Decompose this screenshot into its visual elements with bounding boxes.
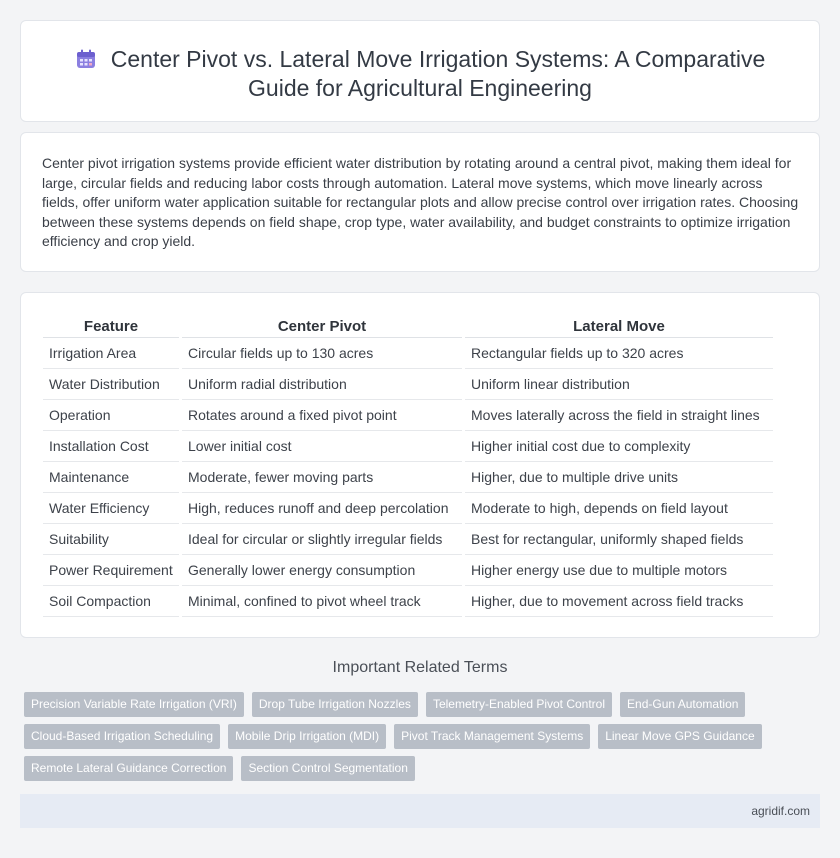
cell-center-pivot: Ideal for circular or slightly irregular fields: [182, 524, 462, 555]
intro-paragraph: Center pivot irrigation systems provide efficient water distribution by rotating around a central pivot, making them ideal for large, circular fields and reducing labor costs through automation. Lateral move systems, which move linearly across fields, offer uniform water application suitable for rectangular plots and allow precise control over irrigation rates. Choosing between these systems depends on field shape, crop type, water availability, and budget constraints to optimize irrigation efficiency and crop yield.: [42, 155, 799, 249]
table-row: [43, 555, 773, 586]
cell-lateral-move: Higher, due to multiple drive units: [465, 462, 773, 493]
cell-center-pivot: Circular fields up to 130 acres: [182, 338, 462, 369]
calendar-icon: [75, 48, 97, 70]
cell-lateral-move: Uniform linear distribution: [465, 369, 773, 400]
comparison-card: [20, 292, 820, 638]
related-term-tag[interactable]: Linear Move GPS Guidance: [598, 724, 761, 749]
cell-lateral-move: Higher energy use due to multiple motors: [465, 555, 773, 586]
related-terms-title: Important Related Terms: [332, 659, 508, 676]
header-lateral-move: Lateral Move: [465, 316, 773, 338]
cell-center-pivot: Moderate, fewer moving parts: [182, 462, 462, 493]
table-row: [43, 400, 773, 431]
related-term-tag[interactable]: Section Control Segmentation: [241, 756, 414, 781]
cell-center-pivot: Lower initial cost: [182, 431, 462, 462]
cell-feature: Operation: [43, 400, 179, 431]
cell-lateral-move: Moves laterally across the field in straight lines: [465, 400, 773, 431]
table-row: [43, 462, 773, 493]
table-row: [43, 586, 773, 617]
related-term-tag[interactable]: Mobile Drip Irrigation (MDI): [228, 724, 386, 749]
cell-center-pivot: Uniform radial distribution: [182, 369, 462, 400]
cell-lateral-move: Rectangular fields up to 320 acres: [465, 338, 773, 369]
cell-feature: Water Efficiency: [43, 493, 179, 524]
related-term-tag[interactable]: Drop Tube Irrigation Nozzles: [252, 692, 418, 717]
cell-center-pivot: Generally lower energy consumption: [182, 555, 462, 586]
footer-bar: [20, 794, 820, 828]
page-title: [51, 45, 789, 103]
related-term-tag[interactable]: Precision Variable Rate Irrigation (VRI): [24, 692, 244, 717]
cell-feature: Irrigation Area: [43, 338, 179, 369]
cell-feature: Maintenance: [43, 462, 179, 493]
related-term-tag[interactable]: Remote Lateral Guidance Correction: [24, 756, 233, 781]
cell-feature: Soil Compaction: [43, 586, 179, 617]
title-wrap: [21, 45, 819, 103]
related-term-tag[interactable]: Pivot Track Management Systems: [394, 724, 590, 749]
header-feature: Feature: [43, 316, 179, 338]
cell-feature: Water Distribution: [43, 369, 179, 400]
cell-center-pivot: High, reduces runoff and deep percolation: [182, 493, 462, 524]
related-term-tag[interactable]: Cloud-Based Irrigation Scheduling: [24, 724, 220, 749]
table-body: [43, 338, 773, 617]
table-row: [43, 524, 773, 555]
related-term-tag[interactable]: Telemetry-Enabled Pivot Control: [426, 692, 612, 717]
header-center-pivot: Center Pivot: [182, 316, 462, 338]
tag-row: [24, 692, 804, 717]
cell-feature: Power Requirement: [43, 555, 179, 586]
cell-center-pivot: Minimal, confined to pivot wheel track: [182, 586, 462, 617]
cell-lateral-move: Moderate to high, depends on field layout: [465, 493, 773, 524]
intro-card: [20, 132, 820, 272]
table-row: [43, 431, 773, 462]
cell-center-pivot: Rotates around a fixed pivot point: [182, 400, 462, 431]
comparison-table: [43, 316, 773, 617]
page-title-text: Center Pivot vs. Lateral Move Irrigation Systems: A Comparative Guide for Agricultural Engineering: [110, 46, 766, 101]
cell-lateral-move: Higher initial cost due to complexity: [465, 431, 773, 462]
cell-feature: Installation Cost: [43, 431, 179, 462]
table-row: [43, 338, 773, 369]
table-row: [43, 493, 773, 524]
cell-lateral-move: Best for rectangular, uniformly shaped fields: [465, 524, 773, 555]
header-card: [20, 20, 820, 122]
table-header-row: [43, 316, 773, 338]
cell-lateral-move: Higher, due to movement across field tracks: [465, 586, 773, 617]
related-terms-tags: [24, 692, 804, 788]
cell-feature: Suitability: [43, 524, 179, 555]
tag-row: [24, 724, 804, 749]
footer-site: agridif.com: [751, 804, 810, 818]
related-term-tag[interactable]: End-Gun Automation: [620, 692, 745, 717]
tag-row: [24, 756, 804, 781]
table-row: [43, 369, 773, 400]
